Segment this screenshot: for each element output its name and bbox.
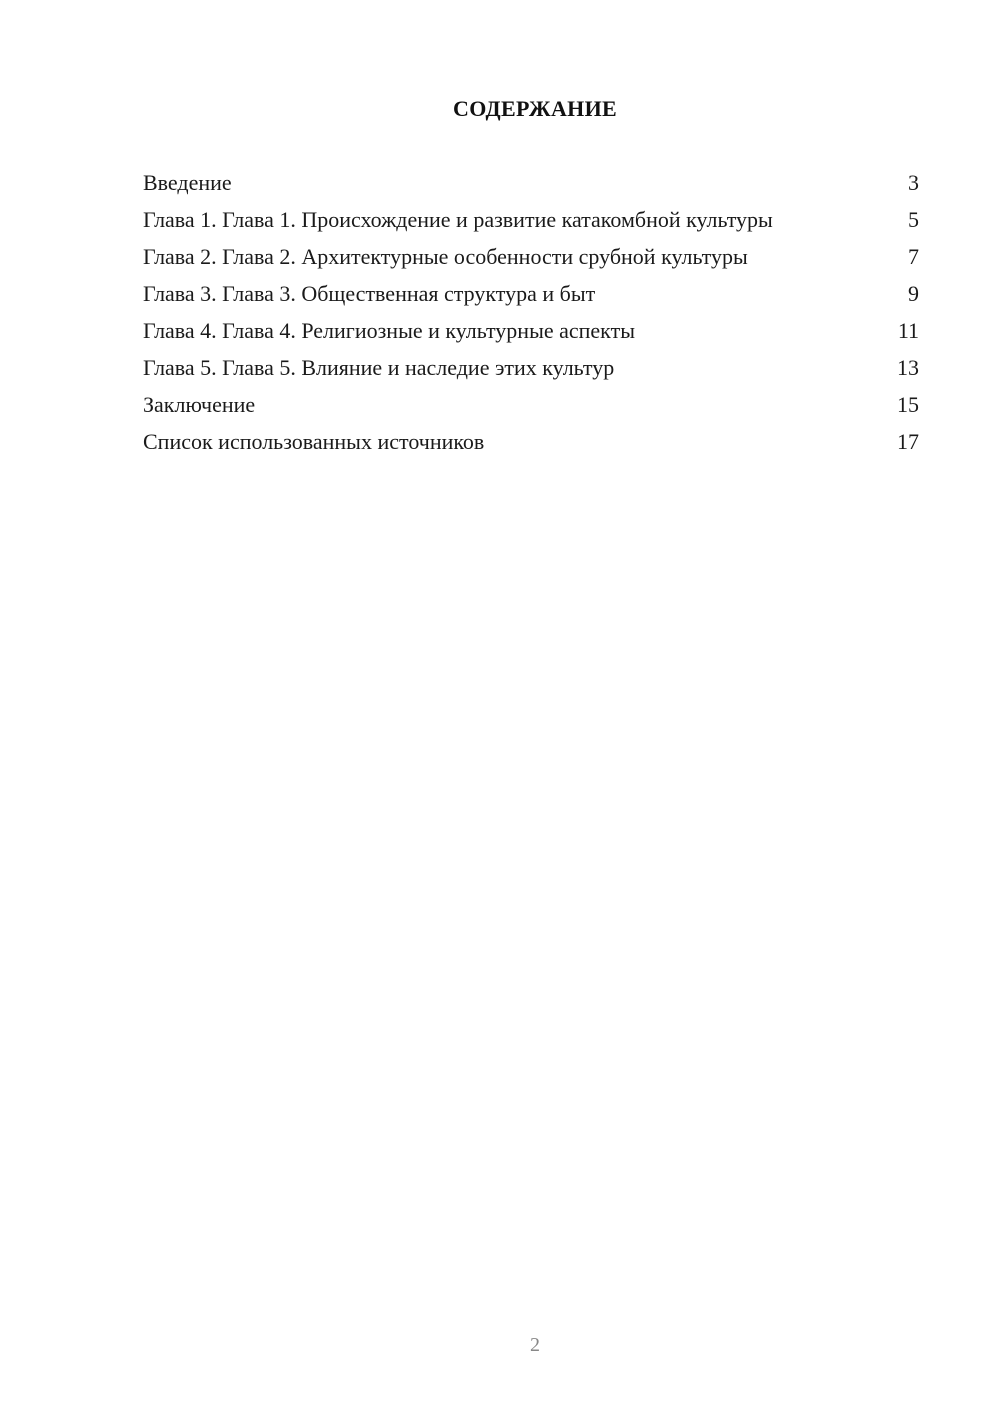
toc-entry-label: Введение — [143, 170, 232, 195]
toc-entry-page: 3 — [908, 170, 919, 195]
toc-entry-references[interactable] — [143, 429, 919, 455]
toc-entry-label: Глава 4. Глава 4. Религиозные и культурные аспекты — [143, 318, 635, 343]
page-title: СОДЕРЖАНИЕ — [453, 96, 617, 121]
toc-entry-label: Глава 5. Глава 5. Влияние и наследие этих культур — [143, 355, 615, 380]
toc-entry-page: 15 — [897, 392, 919, 417]
toc-entry-conclusion[interactable] — [143, 392, 919, 418]
toc-entry-label: Заключение — [143, 392, 256, 417]
toc-entry-chapter-1[interactable] — [143, 207, 919, 233]
table-of-contents — [143, 170, 919, 466]
toc-entry-label: Глава 2. Глава 2. Архитектурные особенности срубной культуры — [143, 244, 748, 269]
toc-entry-chapter-4[interactable] — [143, 318, 919, 344]
toc-entry-page: 13 — [897, 355, 919, 380]
toc-entry-page: 5 — [908, 207, 919, 232]
page-number: 2 — [530, 1334, 540, 1356]
toc-entry-label: Список использованных источников — [143, 429, 485, 454]
toc-entry-page: 17 — [897, 429, 919, 454]
toc-entry-chapter-5[interactable] — [143, 355, 919, 381]
toc-entry-introduction[interactable] — [143, 170, 919, 196]
toc-entry-page: 9 — [908, 281, 919, 306]
toc-entry-page: 7 — [908, 244, 919, 269]
toc-entry-chapter-2[interactable] — [143, 244, 919, 270]
toc-entry-page: 11 — [897, 318, 919, 343]
toc-entry-label: Глава 3. Глава 3. Общественная структура и быт — [143, 281, 596, 306]
toc-entry-chapter-3[interactable] — [143, 281, 919, 307]
toc-entry-label: Глава 1. Глава 1. Происхождение и развитие катакомбной культуры — [143, 207, 773, 232]
